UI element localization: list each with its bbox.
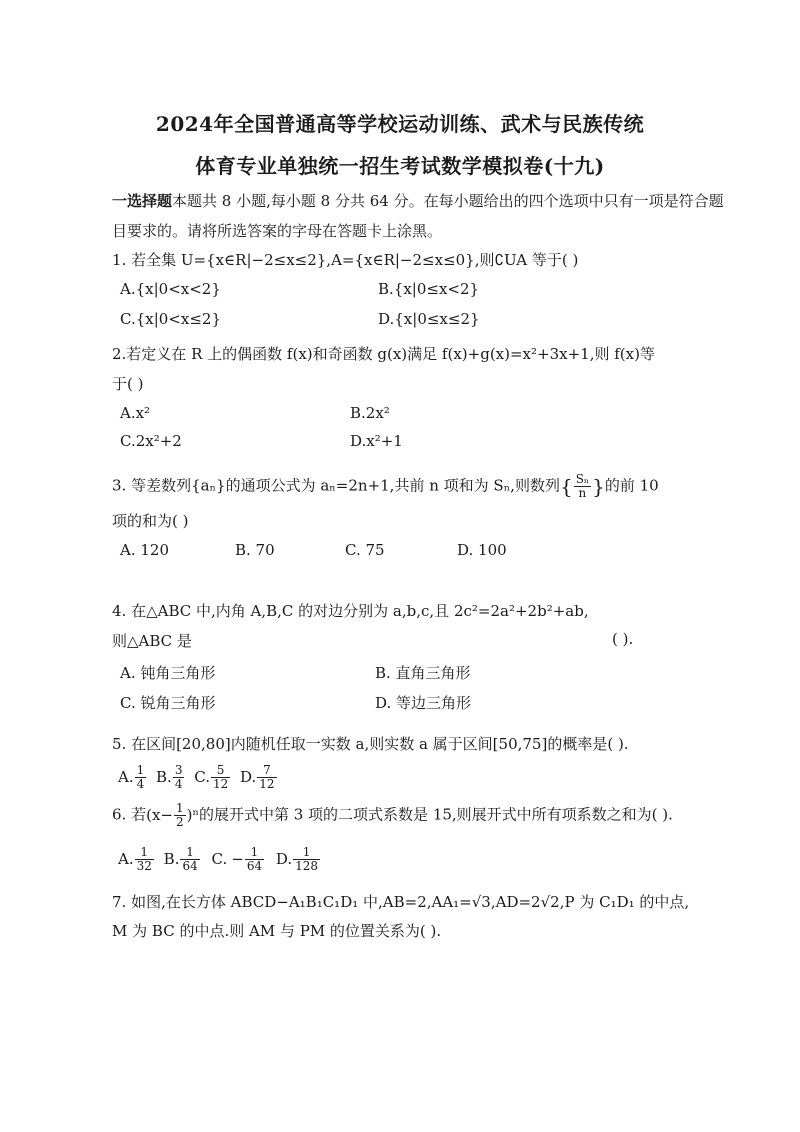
question-2-option-a[interactable]: A.x² <box>120 404 151 422</box>
binomial-expression: (x− $\frac{1}{2}$ )ⁿ <box>146 801 199 829</box>
question-5-option-a[interactable]: A. $\frac{1}{4}$ <box>118 763 145 791</box>
instruction-line2: 目要求的。请将所选答案的字母在答题卡上涂黑。 <box>112 222 443 240</box>
question-5-options <box>118 764 278 791</box>
question-6-options <box>118 846 321 873</box>
question-1-option-a[interactable]: A.{x|0<x<2} <box>120 280 221 298</box>
question-3-stem-line2: 项的和为( ) <box>112 512 189 530</box>
fraction-denominator: n <box>578 486 587 500</box>
question-4-answer-paren: ( ). <box>612 630 634 648</box>
question-5-option-d[interactable]: D. $\frac{7}{12}$ <box>240 763 275 791</box>
question-7-stem-line2: M 为 BC 的中点.则 AM 与 PM 的位置关系为( ). <box>112 922 442 940</box>
question-3-stem-part1: 3. 等差数列{aₙ}的通项公式为 aₙ=2n+1,共前 n 项和为 Sₙ,则数列 <box>112 476 560 495</box>
question-6-option-a[interactable]: A. $\frac{1}{32}$ <box>118 845 152 873</box>
question-3-stem-line1 <box>112 473 659 500</box>
question-3-stem-part2: 的前 10 <box>604 476 659 495</box>
question-2-option-c[interactable]: C.2x²+2 <box>120 432 182 450</box>
question-2-option-d[interactable]: D.x²+1 <box>350 432 403 450</box>
question-5-option-c[interactable]: C. $\frac{5}{12}$ <box>194 763 229 791</box>
question-1-option-d[interactable]: D.{x|0≤x≤2} <box>378 310 480 328</box>
exam-title-line1: 2024年全国普通高等学校运动训练、武术与民族传统 <box>155 112 645 136</box>
question-2-option-b[interactable]: B.2x² <box>350 404 390 422</box>
instruction-line1: 本题共 8 小题,每小题 8 分共 64 分。在每小题给出的四个选项中只有一项是符合题 <box>172 192 724 210</box>
question-7-stem-line1: 7. 如图,在长方体 ABCD−A₁B₁C₁D₁ 中,AB=2,AA₁=√3,AD=2√2,P 为 C₁D₁ 的中点, <box>112 893 690 911</box>
question-5-stem: 5. 在区间[20,80]内随机任取一实数 a,则实数 a 属于区间[50,75]的概率是( ). <box>112 735 629 753</box>
question-3-option-d[interactable]: D. 100 <box>457 541 507 559</box>
sequence-fraction <box>574 473 591 500</box>
question-6-stem-pre: 6. 若 <box>112 805 147 824</box>
exam-title-line2: 体育专业单独统一招生考试数学模拟卷(十九) <box>195 154 605 178</box>
question-4-option-d[interactable]: D. 等边三角形 <box>375 694 472 712</box>
question-6-stem-post: 的展开式中第 3 项的二项式系数是 15,则展开式中所有项系数之和为( ). <box>198 805 673 824</box>
section-label: 一选择题 <box>112 192 173 210</box>
question-4-option-a[interactable]: A. 钝角三角形 <box>120 664 216 682</box>
question-1-option-b[interactable]: B.{x|0≤x<2} <box>378 280 480 298</box>
question-6-option-d[interactable]: D. $\frac{1}{128}$ <box>275 845 319 873</box>
left-brace: { <box>559 474 573 499</box>
question-5-option-b[interactable]: B. $\frac{3}{4}$ <box>156 763 183 791</box>
question-4-option-b[interactable]: B. 直角三角形 <box>375 664 471 682</box>
question-3-option-b[interactable]: B. 70 <box>235 541 275 559</box>
question-3-option-a[interactable]: A. 120 <box>120 541 169 559</box>
question-3-option-c[interactable]: C. 75 <box>345 541 385 559</box>
question-2-stem-line2: 于( ) <box>112 375 144 393</box>
fraction-numerator: Sₙ <box>575 472 590 486</box>
section-instruction <box>112 190 724 211</box>
question-1-option-c[interactable]: C.{x|0<x≤2} <box>120 310 221 328</box>
question-6-stem <box>112 802 673 829</box>
question-2-stem-line1: 2.若定义在 R 上的偶函数 f(x)和奇函数 g(x)满足 f(x)+g(x)=x²+3x+1,则 f(x)等 <box>112 345 655 363</box>
question-6-option-b[interactable]: B. $\frac{1}{64}$ <box>163 845 198 873</box>
question-4-stem-line2: 则△ABC 是 <box>112 632 192 650</box>
question-4-stem-line1: 4. 在△ABC 中,内角 A,B,C 的对边分别为 a,b,c,且 2c²=2a²+2b²+ab, <box>112 602 589 620</box>
question-4-option-c[interactable]: C. 锐角三角形 <box>120 694 216 712</box>
question-6-option-c[interactable]: C. − $\frac{1}{64}$ <box>211 845 263 873</box>
question-1-stem: 1. 若全集 U={x∈R|−2≤x≤2},A={x∈R|−2≤x≤0},则∁UA 等于( ) <box>112 251 579 269</box>
right-brace: } <box>592 474 605 499</box>
